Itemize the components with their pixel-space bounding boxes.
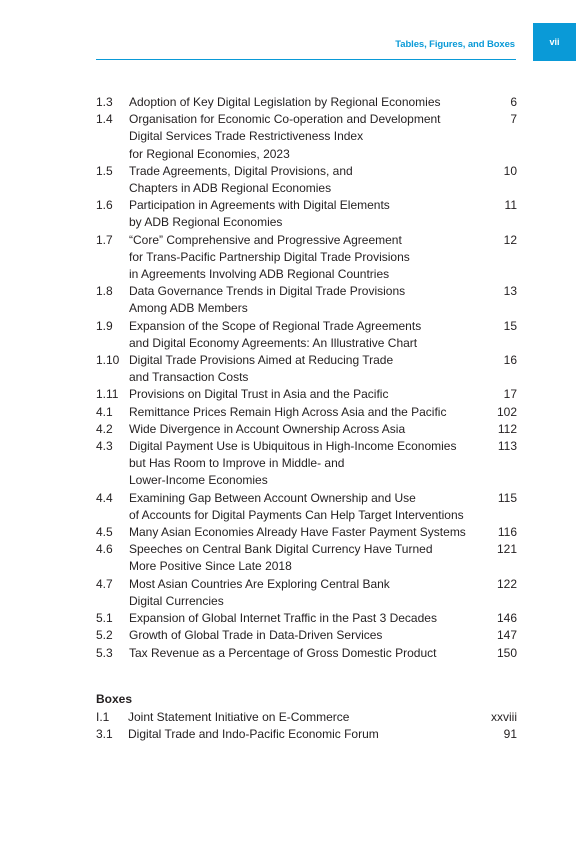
entry-title bbox=[129, 610, 477, 627]
entry-title bbox=[129, 386, 477, 403]
entry-page-number: 102 bbox=[496, 404, 517, 419]
box-list bbox=[96, 709, 517, 743]
entry-number: 4.6 bbox=[96, 542, 113, 557]
entry-title-line: Data Governance Trends in Digital Trade Provisions bbox=[129, 284, 406, 299]
entry-title-line: but Has Room to Improve in Middle- and bbox=[129, 456, 345, 471]
toc-entry[interactable] bbox=[96, 404, 517, 421]
entry-title-line: in Agreements Involving ADB Regional Countries bbox=[129, 267, 390, 282]
entry-title bbox=[128, 726, 477, 743]
entry-title-line: Expansion of Global Internet Traffic in the Past 3 Decades bbox=[129, 611, 437, 626]
entry-page-number: 113 bbox=[497, 439, 517, 454]
entry-title-line: Speeches on Central Bank Digital Currency Have Turned bbox=[129, 542, 433, 557]
toc-entry[interactable] bbox=[96, 421, 517, 438]
entry-page-number: 91 bbox=[503, 727, 517, 742]
entry-title bbox=[129, 94, 477, 111]
entry-number: 1.8 bbox=[96, 284, 113, 299]
entry-page-number: 17 bbox=[503, 387, 517, 402]
entry-title-line: Tax Revenue as a Percentage of Gross Domestic Product bbox=[129, 645, 437, 660]
entry-title bbox=[129, 438, 477, 490]
entry-title bbox=[129, 197, 477, 231]
toc-entry[interactable] bbox=[96, 576, 517, 610]
page-number-tab bbox=[533, 23, 576, 61]
entry-title-line: Growth of Global Trade in Data-Driven Services bbox=[129, 628, 383, 643]
entry-title-line: Adoption of Key Digital Legislation by Regional Economies bbox=[129, 95, 441, 109]
entry-page-number: 122 bbox=[496, 576, 517, 591]
entry-title-line: and Transaction Costs bbox=[129, 370, 249, 385]
entry-title bbox=[129, 318, 477, 352]
entry-title-line: Among ADB Members bbox=[129, 301, 248, 316]
toc-entry[interactable] bbox=[96, 111, 517, 163]
entry-number: 5.1 bbox=[96, 611, 113, 626]
running-header-title: Tables, Figures, and Boxes bbox=[395, 39, 515, 50]
entry-title-line: by ADB Regional Economies bbox=[129, 215, 283, 230]
entry-title bbox=[129, 490, 477, 524]
toc-entry[interactable] bbox=[96, 94, 517, 111]
entry-page-number: 11 bbox=[504, 198, 517, 213]
entry-number: 1.5 bbox=[96, 163, 113, 178]
entry-number: I.1 bbox=[96, 710, 110, 724]
page-number: vii bbox=[549, 37, 560, 47]
entry-page-number: 12 bbox=[503, 232, 517, 247]
entry-page-number: 15 bbox=[503, 318, 517, 333]
entry-number: 5.2 bbox=[96, 628, 113, 643]
entry-number: 1.4 bbox=[96, 112, 113, 127]
toc-entry[interactable] bbox=[96, 490, 517, 524]
entry-title bbox=[129, 163, 477, 197]
boxes-heading: Boxes bbox=[96, 692, 133, 706]
entry-title bbox=[129, 541, 477, 575]
entry-page-number: 13 bbox=[503, 284, 517, 299]
entry-number: 4.5 bbox=[96, 525, 113, 540]
entry-title-line: Expansion of the Scope of Regional Trade Agreements bbox=[129, 318, 422, 333]
entry-title-line: Digital Payment Use is Ubiquitous in High-Income Economies bbox=[129, 439, 457, 454]
entry-number: 1.6 bbox=[96, 198, 113, 213]
entry-title bbox=[129, 232, 477, 284]
entry-number: 1.11 bbox=[96, 387, 119, 402]
entry-page-number: 10 bbox=[503, 163, 517, 178]
entry-page-number: 150 bbox=[496, 645, 517, 660]
entry-title-line: Participation in Agreements with Digital Elements bbox=[129, 198, 390, 213]
toc-entry[interactable] bbox=[96, 352, 517, 386]
entry-title bbox=[129, 404, 477, 421]
entry-page-number: 115 bbox=[497, 490, 517, 505]
entry-page-number: 147 bbox=[496, 628, 517, 643]
entry-number: 4.7 bbox=[96, 576, 113, 591]
entry-number: 4.4 bbox=[96, 490, 113, 505]
entry-title bbox=[129, 421, 477, 438]
toc-entry[interactable] bbox=[96, 726, 517, 743]
toc-entry[interactable] bbox=[96, 386, 517, 403]
entry-title bbox=[128, 709, 477, 726]
entry-page-number: 16 bbox=[503, 353, 517, 368]
entry-page-number: xxviii bbox=[491, 710, 517, 724]
entry-number: 4.2 bbox=[96, 421, 113, 436]
entry-number: 4.1 bbox=[96, 404, 113, 419]
entry-number: 3.1 bbox=[96, 727, 113, 742]
toc-entry[interactable] bbox=[96, 283, 517, 317]
entry-title-line: for Trans-Pacific Partnership Digital Trade Provisions bbox=[129, 249, 410, 264]
entry-title bbox=[129, 627, 477, 644]
entry-page-number: 7 bbox=[510, 112, 517, 127]
entry-title-line: Trade Agreements, Digital Provisions, and bbox=[129, 163, 353, 178]
entry-title-line: Lower-Income Economies bbox=[129, 473, 268, 488]
toc-entry[interactable] bbox=[96, 524, 517, 541]
entry-page-number: 116 bbox=[497, 525, 517, 540]
toc-entry[interactable] bbox=[96, 318, 517, 352]
entry-page-number: 112 bbox=[497, 421, 517, 436]
entry-number: 4.3 bbox=[96, 439, 113, 454]
entry-page-number: 121 bbox=[496, 542, 517, 557]
entry-title-line: Examining Gap Between Account Ownership and Use bbox=[129, 490, 416, 505]
entry-number: 1.10 bbox=[96, 353, 120, 368]
entry-title bbox=[129, 645, 477, 662]
entry-title-line: of Accounts for Digital Payments Can Help Target Interventions bbox=[129, 507, 464, 522]
entry-title-line: Joint Statement Initiative on E-Commerce bbox=[128, 710, 350, 724]
toc-entry[interactable] bbox=[96, 645, 517, 662]
entry-number: 1.9 bbox=[96, 318, 113, 333]
header-divider bbox=[96, 59, 516, 60]
entry-title-line: More Positive Since Late 2018 bbox=[129, 559, 292, 574]
entry-title bbox=[129, 111, 477, 163]
entry-title-line: Wide Divergence in Account Ownership Across Asia bbox=[129, 421, 406, 436]
entry-title-line: for Regional Economies, 2023 bbox=[129, 146, 290, 161]
entry-title bbox=[129, 524, 477, 541]
toc-entry[interactable] bbox=[96, 709, 517, 726]
entry-title bbox=[129, 576, 477, 610]
toc-entry[interactable] bbox=[96, 541, 517, 575]
toc-entry[interactable] bbox=[96, 163, 517, 197]
entry-page-number: 146 bbox=[496, 611, 517, 626]
entry-title bbox=[129, 352, 477, 386]
toc-entry[interactable] bbox=[96, 232, 517, 284]
entry-number: 1.3 bbox=[96, 95, 113, 109]
entry-title-line: Provisions on Digital Trust in Asia and the Pacific bbox=[129, 387, 389, 402]
entry-number: 1.7 bbox=[96, 232, 113, 247]
toc-entry[interactable] bbox=[96, 610, 517, 627]
entry-title-line: Remittance Prices Remain High Across Asia and the Pacific bbox=[129, 404, 447, 419]
entry-title bbox=[129, 283, 477, 317]
entry-title-line: Chapters in ADB Regional Economies bbox=[129, 181, 332, 196]
toc-entry[interactable] bbox=[96, 627, 517, 644]
entry-number: 5.3 bbox=[96, 645, 113, 660]
toc-entry[interactable] bbox=[96, 438, 517, 490]
entry-title-line: Most Asian Countries Are Exploring Central Bank bbox=[129, 576, 390, 591]
entry-title-line: Digital Services Trade Restrictiveness Index bbox=[129, 129, 364, 144]
entry-title-line: “Core” Comprehensive and Progressive Agreement bbox=[129, 232, 402, 247]
toc-entry[interactable] bbox=[96, 197, 517, 231]
entry-title-line: Many Asian Economies Already Have Faster Payment Systems bbox=[129, 525, 466, 540]
entry-title-line: and Digital Economy Agreements: An Illustrative Chart bbox=[129, 335, 418, 350]
entry-title-line: Digital Currencies bbox=[129, 593, 224, 608]
entry-title-line: Digital Trade and Indo-Pacific Economic Forum bbox=[128, 727, 379, 742]
entry-title-line: Organisation for Economic Co-operation and Development bbox=[129, 112, 441, 127]
figure-list bbox=[96, 94, 517, 662]
entry-title-line: Digital Trade Provisions Aimed at Reducing Trade bbox=[129, 353, 394, 368]
entry-page-number: 6 bbox=[510, 95, 517, 109]
